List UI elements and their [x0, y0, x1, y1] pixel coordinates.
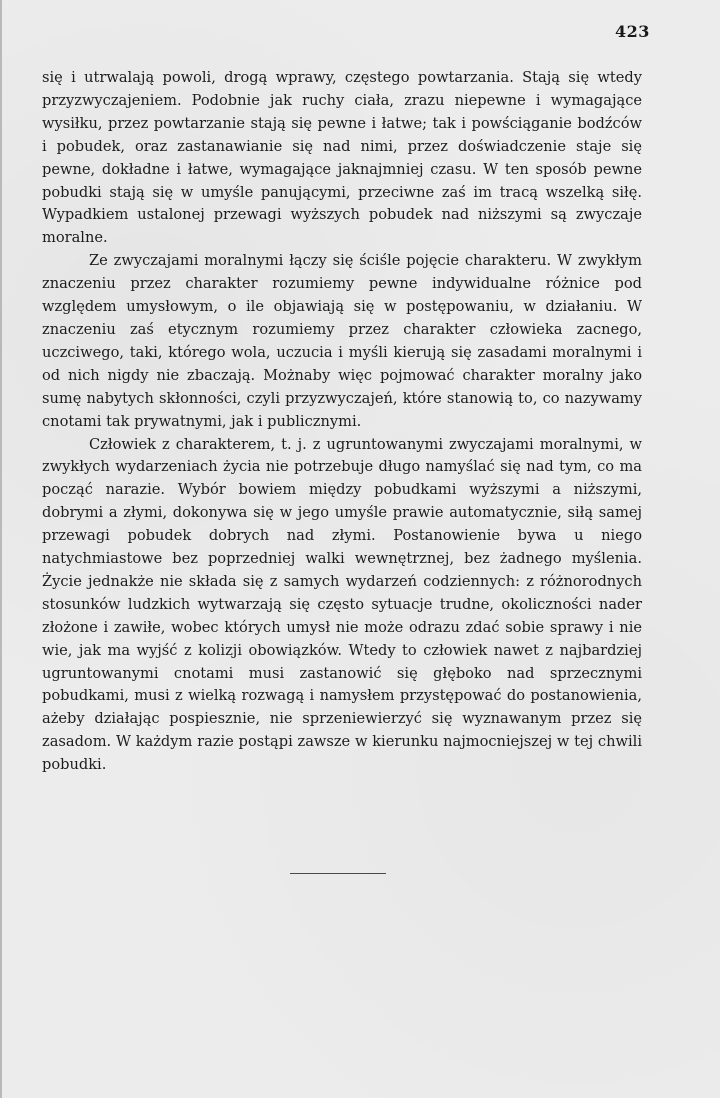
paragraph-3: Człowiek z charakterem, t. j. z ugruntowanymi zwyczajami moralnymi, w zwykłych wydarzeniach życia nie potrzebuje długo namyślać się nad tym, co ma począć narazie. Wybór bowiem między pobudkami wyższymi a niższymi, dobrymi a złymi, dokonywa się w jego umyśle prawie automatycznie, siłą samej przewagi pobudek dobrych nad złymi. Postanowienie bywa u niego natychmiastowe bez poprzedniej walki wewnętrznej, bez żadnego myślenia. Życie jednakże nie składa się z samych wydarzeń codziennych: z różnorodnych stosunków ludzkich wytwarzają się często sytuacje trudne, okoliczności nader złożone i zawiłe, wobec których umysł nie może odrazu zdać sobie sprawy i nie wie, jak ma wyjść z kolizji obowiązków. Wtedy to człowiek nawet z najbardziej ugruntowanymi cnotami musi zastanowić się głęboko nad sprzecznymi pobudkami, musi z wielką rozwagą i namysłem przystępować do postanowienia, ażeby działając pospiesznie, nie sprzeniewierzyć się wyznawanym przez się zasadom. W każdym razie postąpi zawsze w kierunku najmocniejszej w tej chwili pobudki. [42, 435, 642, 774]
page-number: 423 [615, 22, 650, 41]
text-body [42, 67, 642, 777]
paragraph-2: Ze zwyczajami moralnymi łączy się ściśle pojęcie charakteru. W zwykłym znaczeniu przez charakter rozumiemy pewne indywidualne różnice pod względem umysłowym, o ile objawiają się w postępowaniu, w działaniu. W znaczeniu zaś etycznym rozumiemy przez charakter człowieka zacnego, uczciwego, taki, którego wola, uczucia i myśli kierują się zasadami moralnymi i od nich nigdy nie zbaczają. Możnaby więc pojmować charakter moralny jako sumę nabytych skłonności, czyli przyzwyczajeń, które stanowią to, co nazywamy cnotami tak prywatnymi, jak i publicznymi. [42, 252, 642, 430]
paragraph-1: się i utrwalają powoli, drogą wprawy, częstego powtarzania. Stają się wtedy przyzwyczajeniem. Podobnie jak ruchy ciała, zrazu niepewne i wymagające wysiłku, przez powtarzanie stają się pewne i łatwe; tak i powściąganie bodźców i pobudek, oraz zastanawianie się nad nimi, przez doświadczenie staje się pewne, dokładne i łatwe, wymagające jaknajmniej czasu. W ten sposób pewne pobudki stają się w umyśle panującymi, przeciwne zaś im tracą wszelką siłę. Wypadkiem ustalonej przewagi wyższych pobudek nad niższymi są zwyczaje moralne. [42, 69, 642, 247]
section-end-rule [290, 873, 386, 874]
